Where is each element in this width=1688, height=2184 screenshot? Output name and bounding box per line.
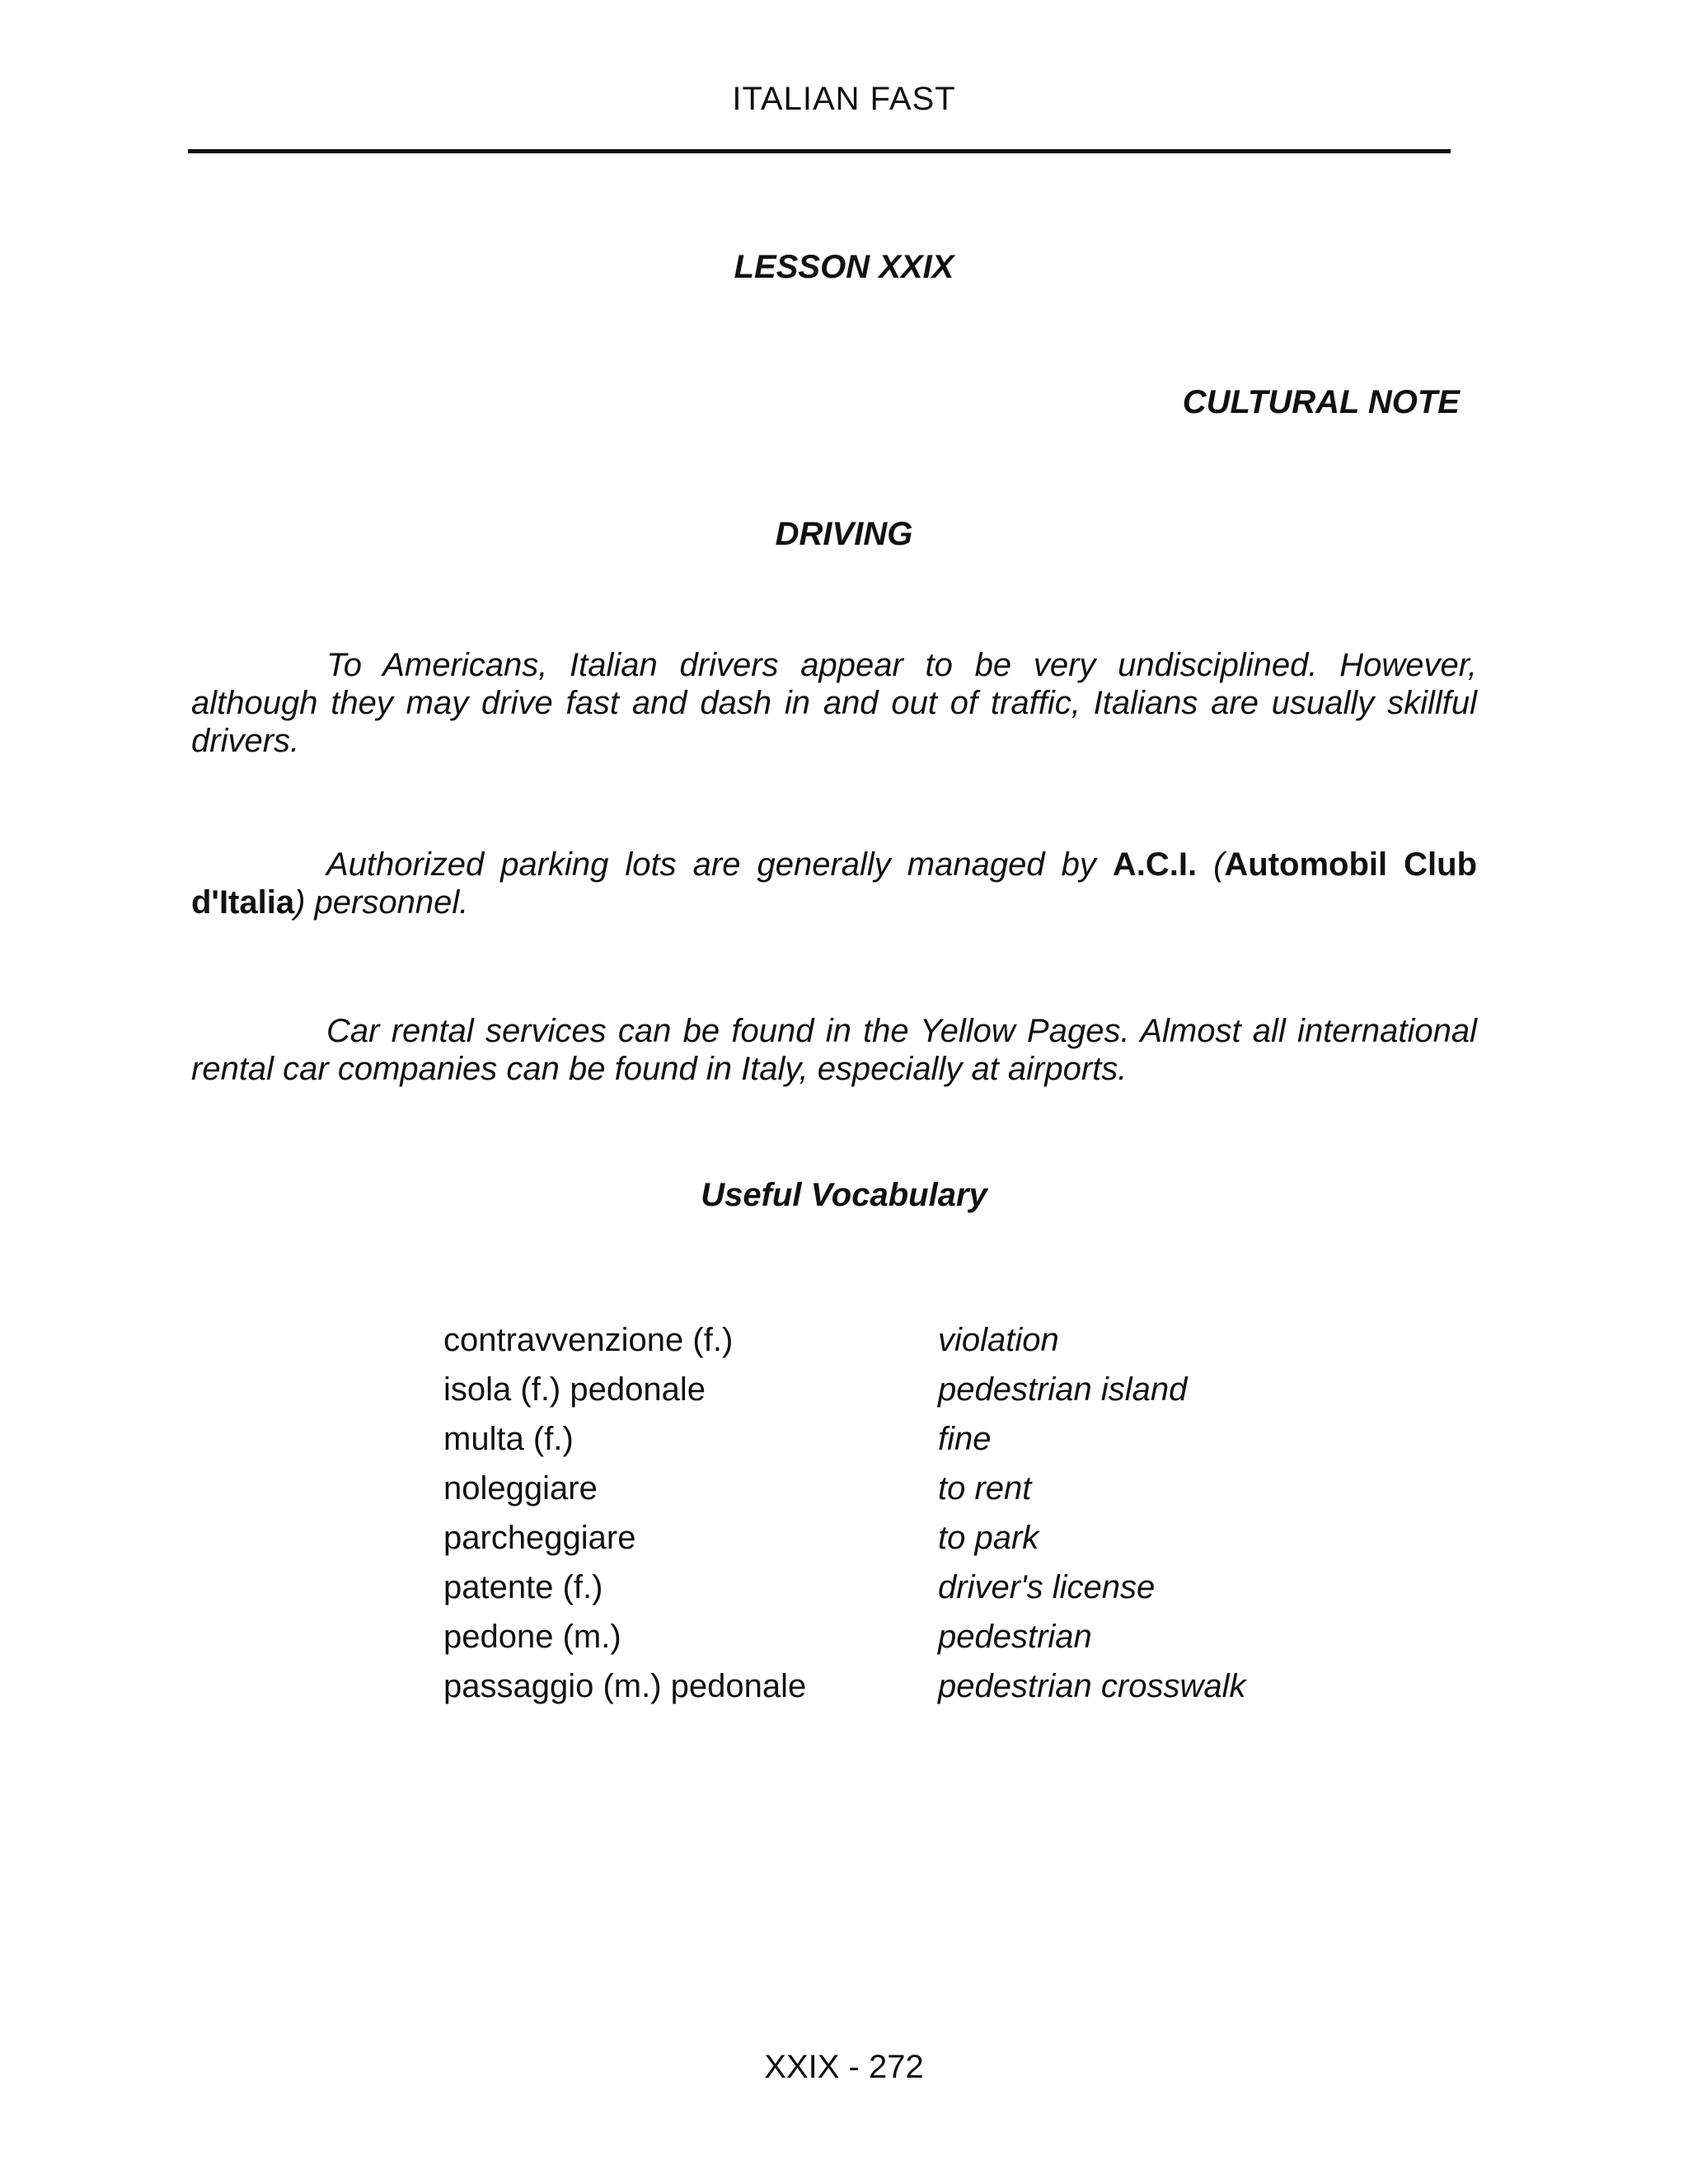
vocabulary-term: pedone (m.) (443, 1619, 621, 1655)
vocabulary-list (443, 1315, 1350, 1711)
vocabulary-row (443, 1513, 1350, 1563)
vocabulary-row (443, 1563, 1350, 1612)
vocabulary-term: contravvenzione (f.) (443, 1322, 734, 1358)
vocabulary-row (443, 1612, 1350, 1661)
vocabulary-term: passaggio (m.) pedonale (443, 1668, 807, 1704)
vocabulary-definition: pedestrian island (938, 1371, 1188, 1408)
aci-full-name: Automobil Club d'Italia (191, 846, 1478, 921)
lesson-title: LESSON XXIX (734, 249, 954, 285)
paragraph-parking (191, 846, 1477, 921)
header-rule (188, 149, 1451, 153)
vocabulary-row (443, 1365, 1350, 1414)
vocabulary-term: patente (f.) (443, 1569, 603, 1605)
aci-abbreviation: A.C.I. (1112, 846, 1198, 883)
vocabulary-term: noleggiare (443, 1470, 598, 1507)
paragraph-car-rental: Car rental services can be found in the Yellow Pages. Almost all international rental car companies can be found in Italy, especially at airports. (191, 1013, 1477, 1087)
vocabulary-row (443, 1464, 1350, 1513)
page-number: XXIX - 272 (764, 2049, 924, 2085)
running-header: ITALIAN FAST (732, 81, 956, 117)
cultural-note-label: CULTURAL NOTE (1182, 384, 1460, 420)
vocabulary-term: isola (f.) pedonale (443, 1371, 706, 1408)
vocabulary-row (443, 1661, 1350, 1711)
section-title: DRIVING (775, 516, 913, 552)
vocabulary-definition: pedestrian crosswalk (938, 1668, 1246, 1704)
vocabulary-term: parcheggiare (443, 1520, 636, 1556)
paragraph-parking-text-2: ) personnel. (294, 884, 469, 921)
vocabulary-definition: to rent (938, 1470, 1032, 1507)
vocabulary-definition: fine (938, 1421, 992, 1457)
vocabulary-definition: driver's license (938, 1569, 1156, 1605)
vocabulary-row (443, 1414, 1350, 1464)
vocabulary-definition: pedestrian (938, 1619, 1092, 1655)
vocabulary-term: multa (f.) (443, 1421, 574, 1457)
vocabulary-title: Useful Vocabulary (701, 1177, 987, 1213)
vocabulary-definition: violation (938, 1322, 1059, 1358)
paragraph-parking-paren: ( (1197, 846, 1225, 883)
vocabulary-row (443, 1315, 1350, 1365)
paragraph-drivers: To Americans, Italian drivers appear to be very undisciplined. However, although they may drive fast and dash in and out of traffic, Italians are usually skillful drivers. (191, 647, 1477, 759)
paragraph-parking-text-1: Authorized parking lots are generally managed by (326, 846, 1113, 883)
vocabulary-definition: to park (938, 1520, 1039, 1556)
